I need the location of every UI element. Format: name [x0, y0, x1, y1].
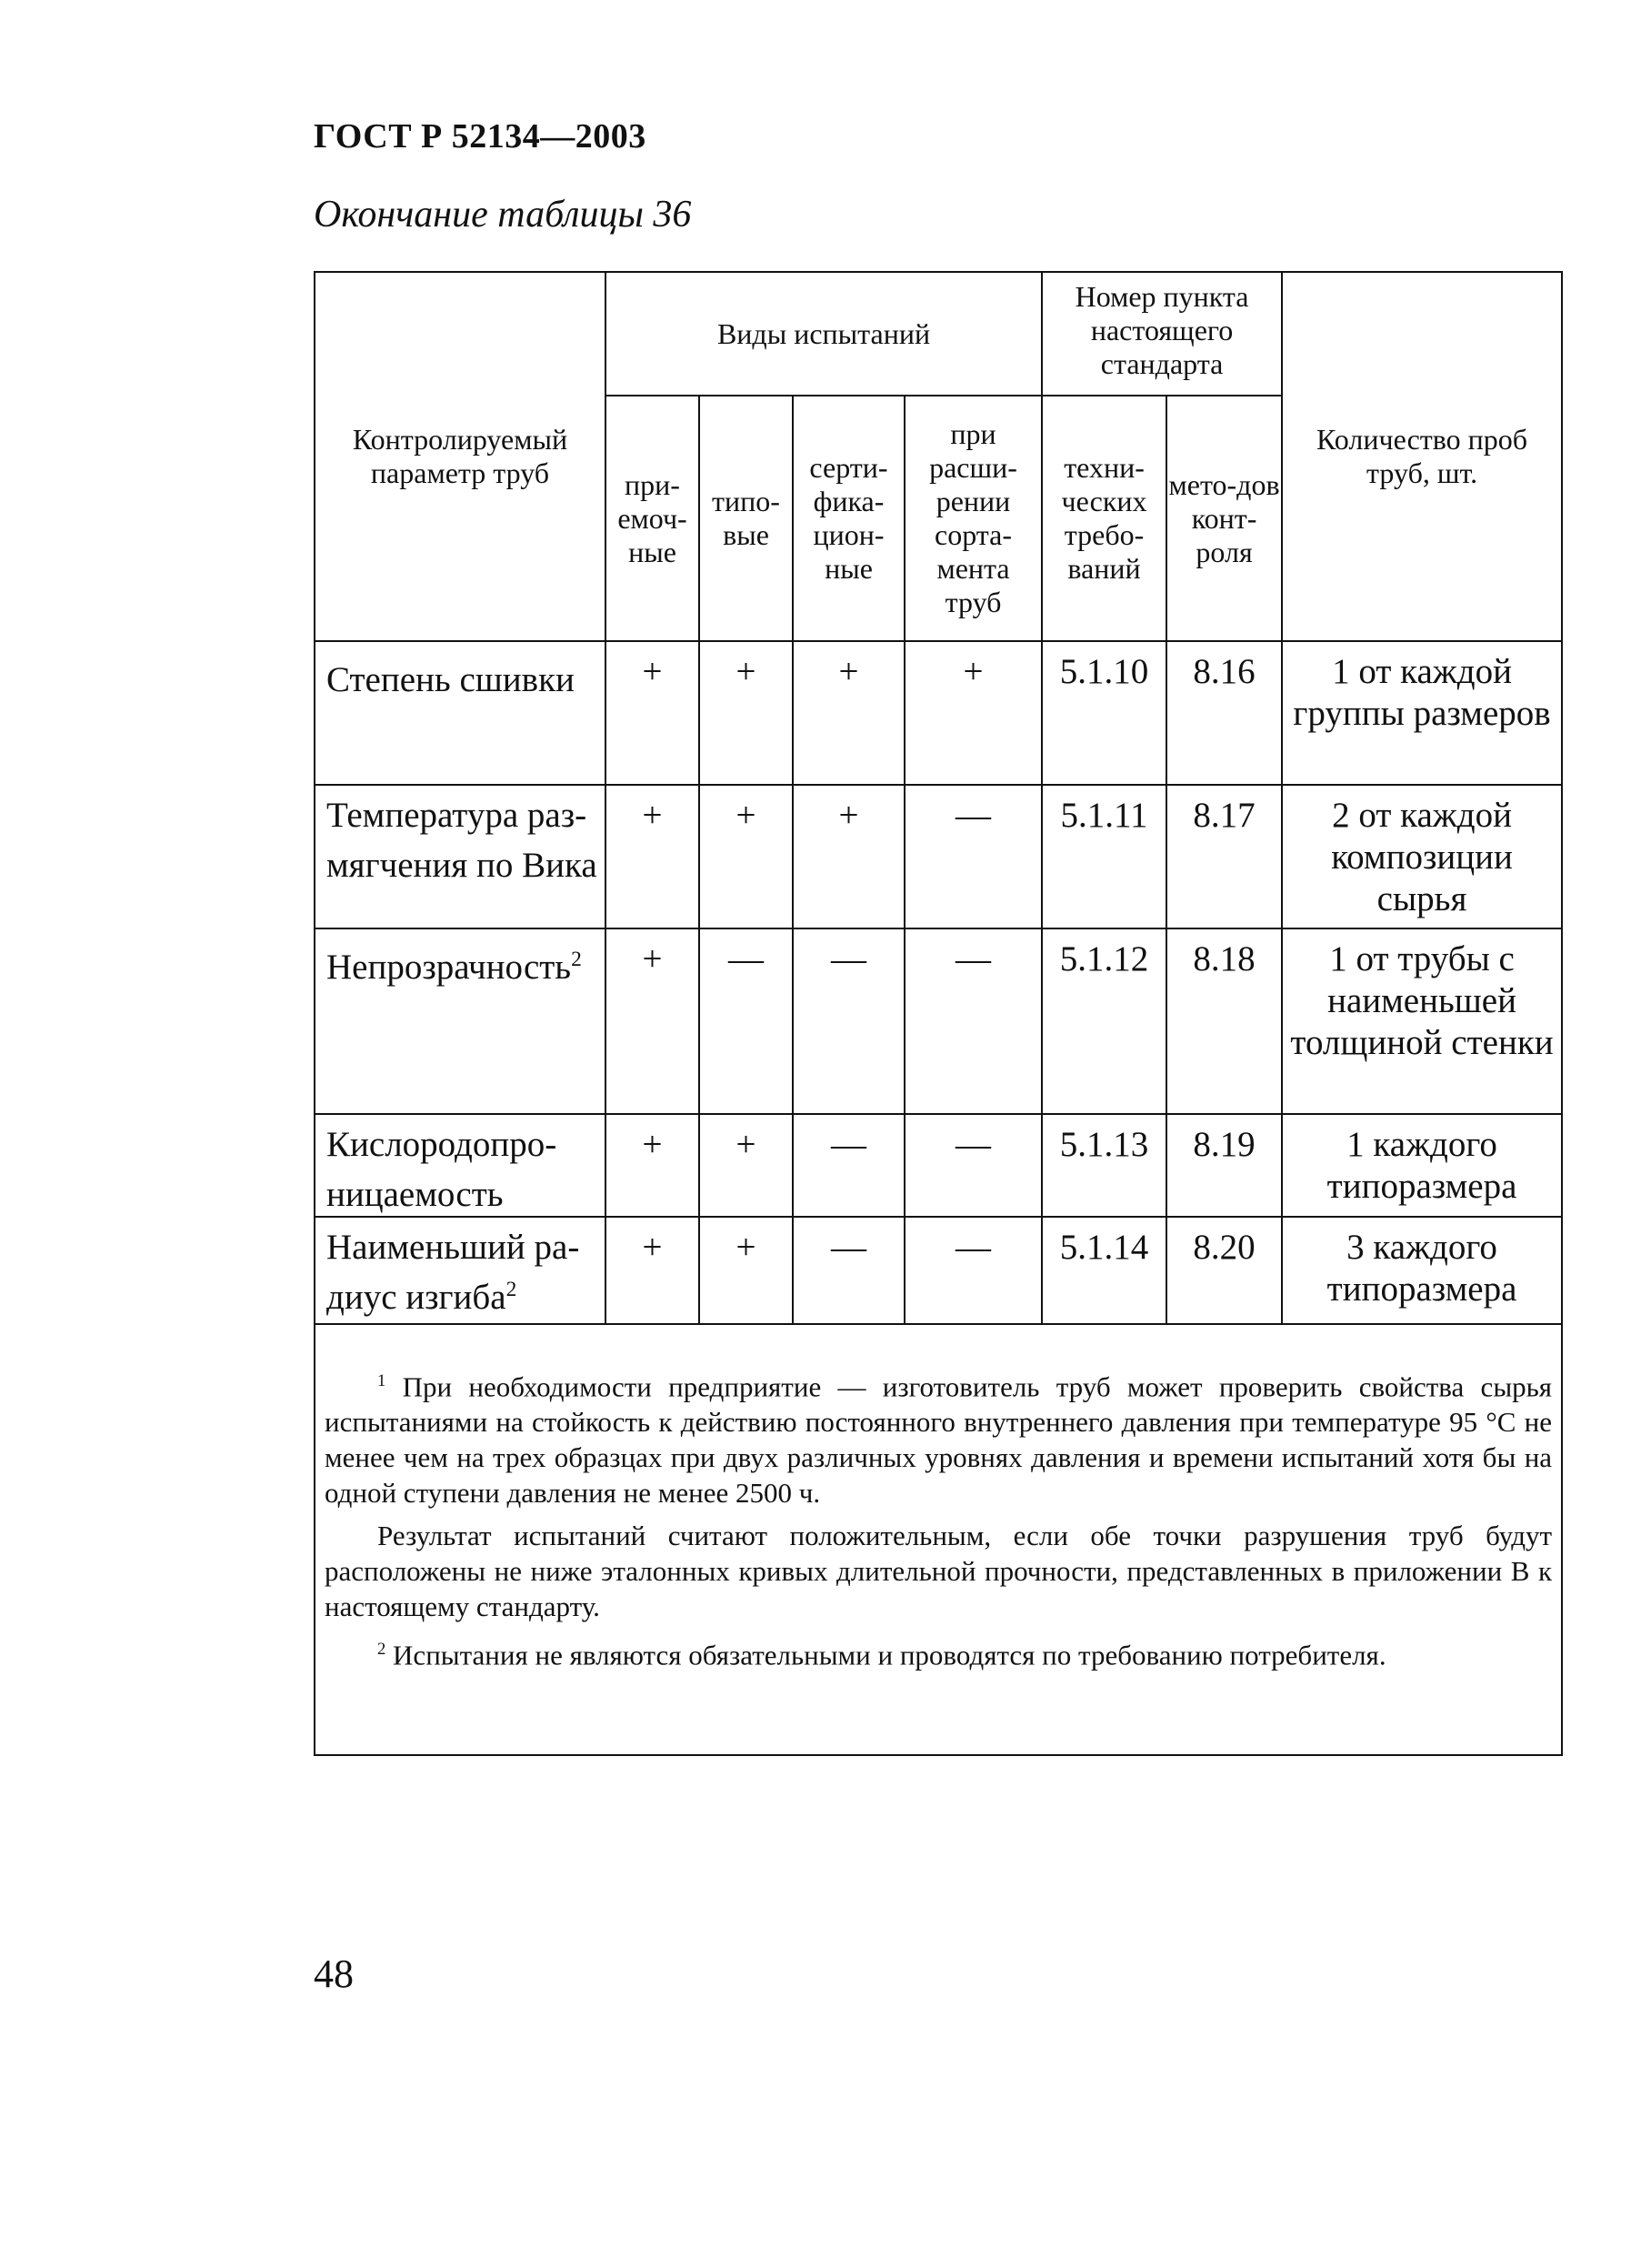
header-test-types: Виды испытаний: [605, 272, 1042, 396]
header-acceptance: при-емоч-ные: [605, 396, 699, 641]
footnote-2: $^2$ Испытания не являются обязательными и проводятся по требованию потребителя.: [377, 1639, 1386, 1671]
header-param: Контролируемый параметр труб: [315, 272, 605, 641]
cell-control-method: 8.16: [1166, 641, 1282, 785]
cell-acceptance: +: [605, 1114, 699, 1217]
cell-range-expansion: —: [905, 1217, 1042, 1324]
table-row: [315, 928, 1562, 1114]
header-quantity: Количество проб труб, шт.: [1282, 272, 1562, 641]
row-param: Наименьший ра-диус изгиба$^2$: [315, 1217, 605, 1324]
row-param: Непрозрачность$^2$: [315, 928, 605, 1114]
cell-control-method: 8.17: [1166, 785, 1282, 928]
header-tech-requirements: техни-ческих требо-ваний: [1042, 396, 1166, 641]
cell-quantity: 1 каждого типоразмера: [1282, 1114, 1562, 1217]
cell-acceptance: +: [605, 785, 699, 928]
header-certification: серти-фика-цион-ные: [793, 396, 905, 641]
page-number: 48: [314, 1952, 354, 1996]
cell-control-method: 8.18: [1166, 928, 1282, 1114]
cell-range-expansion: —: [905, 928, 1042, 1114]
header-control-methods: мето-дов конт-роля: [1166, 396, 1282, 641]
cell-certification: —: [793, 1217, 905, 1324]
cell-quantity: 3 каждого типоразмера: [1282, 1217, 1562, 1324]
cell-type: +: [699, 1217, 793, 1324]
row-param: Температура раз-мягчения по Вика: [315, 785, 605, 928]
header-row-1: [315, 272, 1562, 396]
cell-tech-requirement: 5.1.14: [1042, 1217, 1166, 1324]
row-param: Кислородопро-ницаемость: [315, 1114, 605, 1217]
cell-certification: —: [793, 1114, 905, 1217]
cell-type: +: [699, 641, 793, 785]
cell-certification: +: [793, 785, 905, 928]
header-clause-number: Номер пункта настоящего стандарта: [1042, 272, 1282, 396]
cell-type: +: [699, 1114, 793, 1217]
row-param: Степень сшивки: [315, 641, 605, 785]
footnote-result: Результат испытаний считают положительным, если обе точки разрушения труб будут расположены не ниже эталонных кривых длительной прочности, представленных в приложении В к настоящему стандарту.: [325, 1520, 1553, 1623]
table-caption: Окончание таблицы 36: [314, 194, 692, 236]
table-row: [315, 785, 1562, 928]
cell-quantity: 2 от каждой композиции сырья: [1282, 785, 1562, 928]
cell-control-method: 8.20: [1166, 1217, 1282, 1324]
cell-tech-requirement: 5.1.10: [1042, 641, 1166, 785]
cell-range-expansion: —: [905, 785, 1042, 928]
cell-type: +: [699, 785, 793, 928]
cell-range-expansion: —: [905, 1114, 1042, 1217]
table-row: [315, 641, 1562, 785]
header-type: типо-вые: [699, 396, 793, 641]
cell-tech-requirement: 5.1.12: [1042, 928, 1166, 1114]
cell-quantity: 1 от трубы с наименьшей толщиной стенки: [1282, 928, 1562, 1114]
cell-quantity: 1 от каждой группы размеров: [1282, 641, 1562, 785]
cell-type: —: [699, 928, 793, 1114]
cell-tech-requirement: 5.1.11: [1042, 785, 1166, 928]
footnotes-row: [315, 1324, 1562, 1755]
footnote-1: $^1$ При необходимости предприятие — изготовитель труб может проверить свойства сырья испытаниями на стойкость к действию постоянного внутреннего давления при температуре 95 °С не менее чем на трех образцах при двух различных уровнях давления и времени испытаний хотя бы на одной ступени давления не менее 2500 ч.: [325, 1370, 1553, 1510]
document-header: ГОСТ Р 52134—2003: [314, 117, 646, 156]
test-table: [314, 271, 1563, 1756]
cell-acceptance: +: [605, 641, 699, 785]
footnotes: [315, 1324, 1562, 1755]
cell-control-method: 8.19: [1166, 1114, 1282, 1217]
cell-tech-requirement: 5.1.13: [1042, 1114, 1166, 1217]
table-row: [315, 1217, 1562, 1324]
header-range-expansion: при расши-рении сорта-мента труб: [905, 396, 1042, 641]
cell-certification: +: [793, 641, 905, 785]
cell-acceptance: +: [605, 928, 699, 1114]
cell-certification: —: [793, 928, 905, 1114]
cell-range-expansion: +: [905, 641, 1042, 785]
cell-acceptance: +: [605, 1217, 699, 1324]
table-row: [315, 1114, 1562, 1217]
